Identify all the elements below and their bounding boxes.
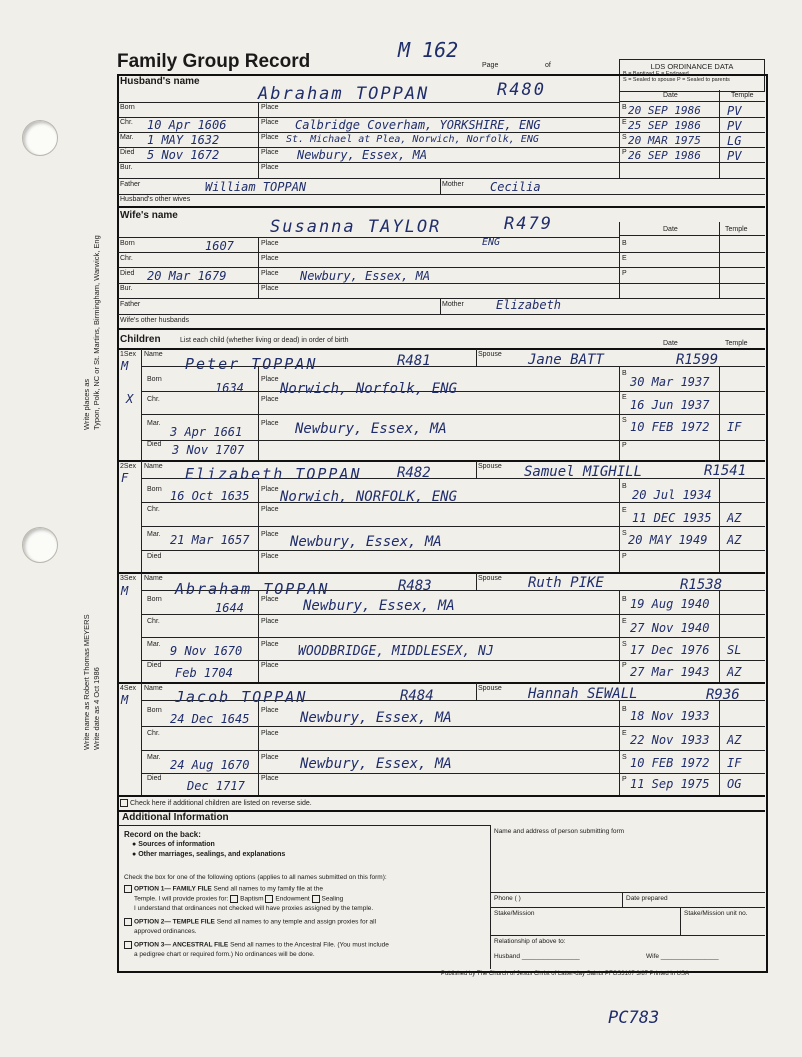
husband-s-date: 20 MAR 1975 <box>628 134 701 147</box>
husband-died-date: 5 Nov 1672 <box>147 148 220 162</box>
place-label: Place <box>261 531 279 538</box>
child-2-chr-label: Chr. <box>147 506 160 513</box>
e-label: E <box>622 730 627 737</box>
child-3-spouse: Ruth PIKE <box>528 575 604 591</box>
husband-mother-label: Mother <box>442 181 464 188</box>
record-back-label: Record on the back: <box>124 830 201 839</box>
child-4-chr-label: Chr. <box>147 730 160 737</box>
place-label: Place <box>261 285 279 292</box>
child-3-rin: R483 <box>398 578 432 594</box>
child-4-died-date: Dec 1717 <box>187 779 245 793</box>
children-instruction: List each child (whether living or dead) in order of birth <box>180 337 349 344</box>
wife-rin: R479 <box>504 214 553 234</box>
e-label: E <box>622 618 627 625</box>
husband-father-label: Father <box>120 181 141 188</box>
child-1-mar-label: Mar. <box>147 420 161 427</box>
husband-rin: R480 <box>497 80 546 100</box>
wife-died-date: 20 Mar 1679 <box>147 269 227 283</box>
place-label: Place <box>261 553 279 560</box>
place-label: Place <box>261 618 279 625</box>
s-label: S <box>622 134 627 141</box>
husband-p-date: 26 SEP 1986 <box>628 149 701 162</box>
place-label: Place <box>261 707 279 714</box>
child-4-mar-label: Mar. <box>147 754 161 761</box>
child-4-died-label: Died <box>147 775 162 782</box>
child-4-name-label: Name <box>144 685 163 692</box>
wife-temple-header: Temple <box>725 226 748 233</box>
additional-info-title: Additional Information <box>122 812 229 823</box>
p-label: P <box>622 149 627 156</box>
wife-date-header: Date <box>663 226 678 233</box>
child-4-p-temple: OG <box>727 777 742 791</box>
p-label: P <box>622 442 627 449</box>
child-1-spouse-rin: R1599 <box>676 352 719 368</box>
wife-mother: Elizabeth <box>496 298 562 312</box>
s-label: S <box>622 754 627 761</box>
husband-section-label: Husband's name <box>120 76 200 87</box>
p-label: P <box>622 662 627 669</box>
child-1-died-date: 3 Nov 1707 <box>172 443 245 457</box>
s-label: S <box>622 530 627 537</box>
child-2-spouse: Samuel MIGHILL <box>524 464 643 480</box>
husband-died-place: Newbury, Essex, MA <box>297 148 428 162</box>
place-label: Place <box>261 730 279 737</box>
husband-e-temple: PV <box>727 119 742 133</box>
husband-mar-date: 1 MAY 1632 <box>147 133 220 147</box>
place-label: Place <box>261 486 279 493</box>
husband-born-label: Born <box>120 104 135 111</box>
child-2-rin: R482 <box>397 465 431 481</box>
child-1-spouse: Jane BATT <box>528 352 604 368</box>
child-3-s-temple: SL <box>727 643 742 657</box>
child-2-s-date: 20 MAY 1949 <box>628 533 708 547</box>
husband-b-date: 20 SEP 1986 <box>628 104 701 117</box>
husband-father: William TOPPAN <box>205 180 307 194</box>
child-2-sex: F <box>121 471 129 485</box>
place-label: Place <box>261 255 279 262</box>
binder-hole-middle <box>22 527 58 563</box>
child-3-born-label: Born <box>147 596 162 603</box>
p-label: P <box>622 776 627 783</box>
child-3-died-label: Died <box>147 662 162 669</box>
child-4-num-sex-label: 4Sex <box>120 685 136 692</box>
write-name-note: Write name as Robert Thomas MEYERS <box>82 614 91 750</box>
place-label: Place <box>261 134 279 141</box>
husband-name: Abraham TOPPAN <box>258 84 430 104</box>
e-label: E <box>622 255 627 262</box>
place-label: Place <box>261 662 279 669</box>
child-2-mar-place: Newbury, Essex, MA <box>290 534 442 550</box>
child-4-name: Jacob TOPPAN <box>175 688 308 706</box>
husband-mar-place: St. Michael at Plea, Norwich, Norfolk, ENG <box>286 134 539 145</box>
child-4-p-date: 11 Sep 1975 <box>630 777 710 791</box>
s-label: S <box>622 641 627 648</box>
child-1-name-label: Name <box>144 351 163 358</box>
children-temple-header: Temple <box>725 340 748 347</box>
husband-chr-label: Chr. <box>120 119 133 126</box>
b-label: B <box>622 483 627 490</box>
husband-relationship-field[interactable]: Husband ________________ <box>494 953 580 960</box>
husband-temple-header: Temple <box>731 92 754 99</box>
form-title: Family Group Record <box>117 51 311 72</box>
binder-hole-top <box>22 120 58 156</box>
husband-e-date: 25 SEP 1986 <box>628 119 701 132</box>
wife-mother-label: Mother <box>442 301 464 308</box>
child-3-born-date: 1644 <box>215 601 244 615</box>
child-1-born-date: 1634 <box>215 381 244 395</box>
wife-relationship-field[interactable]: Wife ________________ <box>646 953 719 960</box>
top-note: M 162 <box>398 38 459 62</box>
husband-chr-date: 10 Apr 1606 <box>147 118 227 132</box>
child-2-b-date: 20 Jul 1934 <box>632 488 712 502</box>
child-3-spouse-rin: R1538 <box>680 577 723 593</box>
place-label: Place <box>261 420 279 427</box>
husband-died-label: Died <box>120 149 135 156</box>
child-1-num-sex-label: 1Sex <box>120 351 136 358</box>
child-4-rin: R484 <box>400 688 434 704</box>
place-label: Place <box>261 119 279 126</box>
child-2-spouse-label: Spouse <box>478 463 502 470</box>
publisher-footer: Published by The Church of Jesus Christ of Latter-day Saints PFGS3107 3/87 Printed in USA <box>441 971 690 977</box>
option-2[interactable]: OPTION 2— TEMPLE FILE Send all names to any temple and assign proxies for all <box>124 918 376 926</box>
page-label: Page <box>482 62 499 69</box>
children-section-label: Children <box>120 334 161 345</box>
child-4-mar-place: Newbury, Essex, MA <box>300 756 452 772</box>
wife-chr-label: Chr. <box>120 255 133 262</box>
husband-s-temple: LG <box>727 134 742 148</box>
place-label: Place <box>261 164 279 171</box>
child-4-spouse-label: Spouse <box>478 685 502 692</box>
bottom-note: PC783 <box>608 1008 660 1028</box>
child-3-num-sex-label: 3Sex <box>120 575 136 582</box>
child-1-rin: R481 <box>397 353 431 369</box>
option-2-line2: approved ordinances. <box>134 928 197 935</box>
stake-mission-label[interactable]: Stake/Mission <box>494 910 535 917</box>
option-3-line2: a pedigree chart or required form.) No ordinances will be done. <box>134 951 315 958</box>
stake-unit-label[interactable]: Stake/Mission unit no. <box>684 910 748 917</box>
child-2-born-date: 16 Oct 1635 <box>170 489 250 503</box>
child-2-num-sex-label: 2Sex <box>120 463 136 470</box>
child-3-mar-place: WOODBRIDGE, MIDDLESEX, NJ <box>298 644 494 659</box>
child-4-spouse-rin: R936 <box>706 687 740 703</box>
child-4-e-temple: AZ <box>727 733 742 747</box>
place-label: Place <box>261 775 279 782</box>
b-label: B <box>622 370 627 377</box>
child-1-b-date: 30 Mar 1937 <box>630 375 710 389</box>
child-1-mar-place: Newbury, Essex, MA <box>295 421 447 437</box>
wife-father-label: Father <box>120 301 141 308</box>
child-4-b-date: 18 Nov 1933 <box>630 709 710 723</box>
of-label: of <box>545 62 551 69</box>
child-3-p-date: 27 Mar 1943 <box>630 665 710 679</box>
wife-section-label: Wife's name <box>120 210 178 221</box>
child-1-name: Peter TOPPAN <box>185 355 318 373</box>
b-label: B <box>622 706 627 713</box>
option-3[interactable]: OPTION 3— ANCESTRAL FILE Send all names to the Ancestral File. (You must include <box>124 941 389 949</box>
child-3-died-date: Feb 1704 <box>175 666 233 680</box>
child-4-born-date: 24 Dec 1645 <box>170 712 250 726</box>
child-1-chr-label: Chr. <box>147 396 160 403</box>
child-1-s-temple: IF <box>727 420 742 434</box>
e-label: E <box>622 507 627 514</box>
place-label: Place <box>261 641 279 648</box>
wife-bur-label: Bur. <box>120 285 133 292</box>
child-1-s-date: 10 FEB 1972 <box>630 420 710 434</box>
option-1-line3: I understand that ordinances not checked will have proxies assigned by the temple. <box>134 905 374 912</box>
write-date-note: Write date as 4 Oct 1986 <box>92 667 101 750</box>
places-example-note: Typon, Polk, NC or St. Martins, Birmingham, Warwick, Eng <box>92 235 101 430</box>
child-2-name-label: Name <box>144 463 163 470</box>
place-label: Place <box>261 754 279 761</box>
child-2-died-label: Died <box>147 553 162 560</box>
child-2-e-date: 11 DEC 1935 <box>632 511 712 525</box>
b-label: B <box>622 240 627 247</box>
child-3-mar-label: Mar. <box>147 641 161 648</box>
child-3-mar-date: 9 Nov 1670 <box>170 644 243 658</box>
child-3-chr-label: Chr. <box>147 618 160 625</box>
child-2-name: Elizabeth TOPPAN <box>185 465 362 483</box>
husband-chr-place: Calbridge Coverham, YORKSHIRE, ENG <box>295 118 541 132</box>
child-3-name-label: Name <box>144 575 163 582</box>
place-label: Place <box>261 270 279 277</box>
child-4-born-place: Newbury, Essex, MA <box>300 710 452 726</box>
place-label: Place <box>261 149 279 156</box>
wife-born-place: ENG <box>482 237 501 248</box>
husband-other-wives-label: Husband's other wives <box>120 196 191 203</box>
child-4-s-temple: IF <box>727 756 742 770</box>
place-label: Place <box>261 396 279 403</box>
wife-born-date: 1607 <box>205 239 234 253</box>
child-1-born-place: Norwich, Norfolk, ENG <box>280 381 458 397</box>
place-label: Place <box>261 376 279 383</box>
place-label: Place <box>261 240 279 247</box>
children-date-header: Date <box>663 340 678 347</box>
child-4-s-date: 10 FEB 1972 <box>630 756 710 770</box>
b-label: B <box>622 104 627 111</box>
b-label: B <box>622 596 627 603</box>
option-1[interactable]: OPTION 1— FAMILY FILE Send all names to my family file at the <box>124 885 323 893</box>
child-3-spouse-label: Spouse <box>478 575 502 582</box>
s-label: S <box>622 417 627 424</box>
child-4-sex: M <box>121 693 129 707</box>
e-label: E <box>622 119 627 126</box>
place-label: Place <box>261 104 279 111</box>
child-1-spouse-label: Spouse <box>478 351 502 358</box>
p-label: P <box>622 270 627 277</box>
option-1-line2: Temple. I will provide proxies for: Baptism Endowment Sealing <box>134 895 344 903</box>
child-3-sex: M <box>121 584 129 598</box>
child-4-born-label: Born <box>147 707 162 714</box>
child-1-sex: M <box>121 359 129 373</box>
husband-mother: Cecilia <box>490 180 541 194</box>
wife-born-label: Born <box>120 240 135 247</box>
child-2-e-temple: AZ <box>727 511 742 525</box>
child-3-p-temple: AZ <box>727 665 742 679</box>
child-4-mar-date: 24 Aug 1670 <box>170 758 250 772</box>
child-1-e-date: 16 Jun 1937 <box>630 398 710 412</box>
child-4-spouse: Hannah SEWALL <box>528 686 638 702</box>
additional-children-checkbox[interactable]: Check here if additional children are listed on reverse side. <box>120 799 312 807</box>
check-box-instructions: Check the box for one of the following options (applies to all names submitted on this form): <box>124 874 387 881</box>
child-1-born-label: Born <box>147 376 162 383</box>
child-1-mar-date: 3 Apr 1661 <box>170 425 243 439</box>
husband-b-temple: PV <box>727 104 742 118</box>
place-label: Place <box>261 506 279 513</box>
child-1-mark: X <box>126 392 134 406</box>
bullet-sources: ● Sources of information <box>132 841 215 848</box>
relationship-label: Relationship of above to: <box>494 938 566 945</box>
lds-legend-1: B = Baptized E = Endowed <box>623 71 689 77</box>
lds-title: LDS ORDINANCE DATA <box>650 62 734 71</box>
wife-died-place: Newbury, Essex, MA <box>300 269 431 283</box>
wife-name: Susanna TAYLOR <box>270 217 442 237</box>
husband-bur-label: Bur. <box>120 164 133 171</box>
child-2-born-label: Born <box>147 486 162 493</box>
wife-died-label: Died <box>120 270 135 277</box>
child-4-e-date: 22 Nov 1933 <box>630 733 710 747</box>
phone-label[interactable]: Phone ( ) <box>494 895 521 902</box>
child-2-mar-label: Mar. <box>147 531 161 538</box>
child-3-e-date: 27 Nov 1940 <box>630 621 710 635</box>
lds-legend-2: S = Sealed to spouse P = Sealed to parents <box>623 77 730 83</box>
child-2-spouse-rin: R1541 <box>704 463 747 479</box>
child-2-born-place: Norwich, NORFOLK, ENG <box>280 489 458 505</box>
child-3-name: Abraham TOPPAN <box>175 580 330 598</box>
child-3-s-date: 17 Dec 1976 <box>630 643 710 657</box>
e-label: E <box>622 394 627 401</box>
p-label: P <box>622 553 627 560</box>
husband-p-temple: PV <box>727 149 742 163</box>
husband-mar-label: Mar. <box>120 134 134 141</box>
husband-date-header: Date <box>663 92 678 99</box>
child-3-b-date: 19 Aug 1940 <box>630 597 710 611</box>
child-2-mar-date: 21 Mar 1657 <box>170 533 250 547</box>
wife-other-husbands-label: Wife's other husbands <box>120 317 190 324</box>
date-prepared-label[interactable]: Date prepared <box>626 895 668 902</box>
child-3-born-place: Newbury, Essex, MA <box>303 598 455 614</box>
child-1-died-label: Died <box>147 441 162 448</box>
place-label: Place <box>261 596 279 603</box>
bullet-other: ● Other marriages, sealings, and explanations <box>132 851 286 858</box>
write-places-note: Write places as <box>82 378 91 430</box>
submitter-label: Name and address of person submitting form <box>494 828 625 835</box>
child-2-s-temple: AZ <box>727 533 742 547</box>
